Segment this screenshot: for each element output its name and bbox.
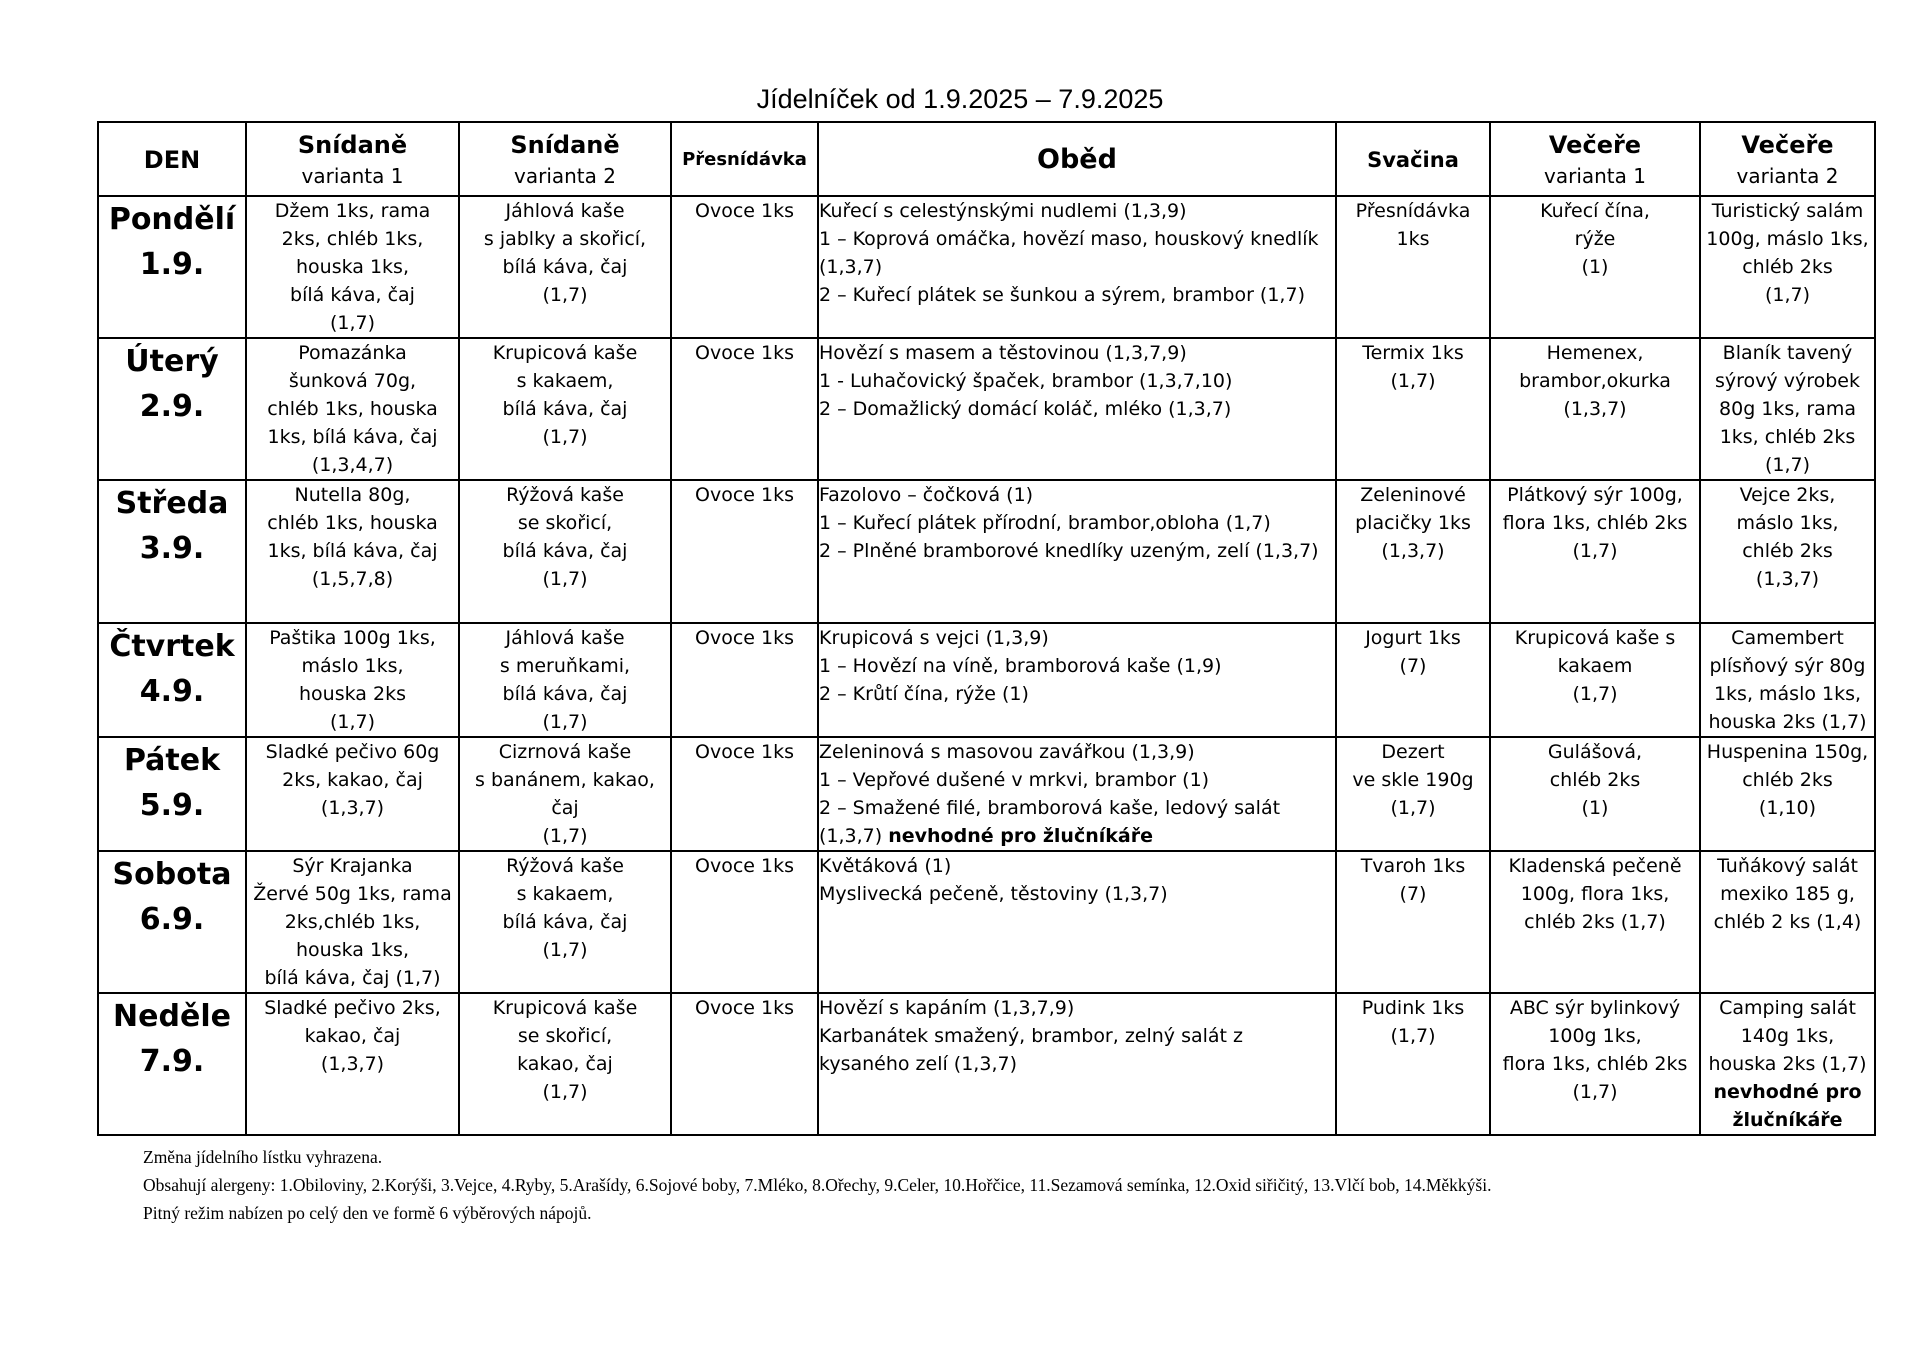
obed-line: [819, 624, 1335, 652]
day-date: 7.9.: [139, 1044, 205, 1079]
vecere-2-cell: [1700, 737, 1875, 851]
day-cell: [98, 338, 246, 480]
header-vecere-2: Večeře varianta 2: [1700, 122, 1875, 196]
vecere-2-text: Camembert plísňový sýr 80g 1ks, máslo 1ks, houska 2ks (1,7): [1708, 627, 1867, 733]
vecere-1-cell: Kuřecí čína, rýže (1): [1490, 196, 1700, 338]
obed-line-text: 2 – Domažlický domácí koláč, mléko (1,3,7): [819, 398, 1232, 420]
vecere-2-cell: [1700, 993, 1875, 1135]
day-date: 3.9.: [139, 531, 205, 566]
obed-line: [819, 367, 1335, 395]
obed-line-text: 2 – Kuřecí plátek se šunkou a sýrem, brambor (1,7): [819, 284, 1305, 306]
obed-line: [819, 766, 1335, 794]
vecere-2-warning: nevhodné pro žlučníkáře: [1713, 1081, 1862, 1131]
day-cell: [98, 480, 246, 623]
menu-table: [97, 121, 1876, 1136]
obed-cell: [818, 480, 1336, 623]
obed-line-text: 1 – Hovězí na víně, bramborová kaše (1,9): [819, 655, 1222, 677]
snidane-1-cell: Pomazánka šunková 70g, chléb 1ks, houska 1ks, bílá káva, čaj (1,3,4,7): [246, 338, 459, 480]
svacina-cell: Termix 1ks (1,7): [1336, 338, 1490, 480]
day-cell: [98, 623, 246, 737]
obed-line-text: 2 – Smažené filé, bramborová kaše, ledový salát (1,3,7): [819, 797, 1281, 847]
svacina-cell: Přesnídávka 1ks: [1336, 196, 1490, 338]
snidane-2-cell: Jáhlová kaše s meruňkami, bílá káva, čaj (1,7): [459, 623, 671, 737]
snidane-1-cell: Džem 1ks, rama 2ks, chléb 1ks, houska 1ks, bílá káva, čaj (1,7): [246, 196, 459, 338]
day-row: [98, 338, 1875, 480]
obed-line-text: Myslivecká pečeně, těstoviny (1,3,7): [819, 883, 1168, 905]
header-obed: Oběd: [818, 122, 1336, 196]
snidane-2-cell: Rýžová kaše se skořicí, bílá káva, čaj (1,7): [459, 480, 671, 623]
obed-warning: nevhodné pro žlučníkáře: [888, 825, 1153, 847]
presnidavka-cell: Ovoce 1ks: [671, 993, 818, 1135]
obed-line: [819, 852, 1335, 880]
day-row: [98, 196, 1875, 338]
page-title: Jídelníček od 1.9.2025 – 7.9.2025: [756, 84, 1164, 114]
vecere-2-cell: [1700, 196, 1875, 338]
snidane-1-cell: Sladké pečivo 2ks, kakao, čaj (1,3,7): [246, 993, 459, 1135]
svacina-cell: Zeleninové placičky 1ks (1,3,7): [1336, 480, 1490, 623]
obed-line: [819, 738, 1335, 766]
vecere-2-text: Turistický salám 100g, máslo 1ks, chléb 2ks (1,7): [1706, 200, 1869, 306]
snidane-2-cell: Rýžová kaše s kakaem, bílá káva, čaj (1,7): [459, 851, 671, 993]
snidane-2-cell: Jáhlová kaše s jablky a skořicí, bílá káva, čaj (1,7): [459, 196, 671, 338]
day-row: [98, 993, 1875, 1135]
presnidavka-cell: Ovoce 1ks: [671, 623, 818, 737]
obed-line: [819, 1022, 1335, 1078]
obed-line: [819, 395, 1335, 423]
header-presnidavka: Přesnídávka: [671, 122, 818, 196]
snidane-1-cell: Sladké pečivo 60g 2ks, kakao, čaj (1,3,7): [246, 737, 459, 851]
svacina-cell: Pudink 1ks (1,7): [1336, 993, 1490, 1135]
vecere-2-cell: [1700, 338, 1875, 480]
presnidavka-cell: Ovoce 1ks: [671, 737, 818, 851]
day-cell: [98, 993, 246, 1135]
obed-line-text: Hovězí s masem a těstovinou (1,3,7,9): [819, 342, 1187, 364]
header-den: DEN: [98, 122, 246, 196]
obed-line-text: Fazolovo – čočková (1): [819, 484, 1034, 506]
obed-line-text: 2 – Plněné bramborové knedlíky uzeným, zelí (1,3,7): [819, 540, 1319, 562]
svacina-cell: Dezert ve skle 190g (1,7): [1336, 737, 1490, 851]
snidane-1-cell: Nutella 80g, chléb 1ks, houska 1ks, bílá káva, čaj (1,5,7,8): [246, 480, 459, 623]
vecere-2-cell: [1700, 851, 1875, 993]
snidane-2-cell: Cizrnová kaše s banánem, kakao, čaj (1,7): [459, 737, 671, 851]
day-name: Úterý: [125, 344, 219, 379]
vecere-1-cell: Kladenská pečeně 100g, flora 1ks, chléb 2ks (1,7): [1490, 851, 1700, 993]
obed-cell: [818, 851, 1336, 993]
presnidavka-cell: Ovoce 1ks: [671, 480, 818, 623]
day-cell: [98, 196, 246, 338]
day-row: [98, 737, 1875, 851]
day-date: 5.9.: [139, 788, 205, 823]
obed-cell: [818, 196, 1336, 338]
day-name: Středa: [115, 486, 229, 521]
day-cell: [98, 737, 246, 851]
header-svacina: Svačina: [1336, 122, 1490, 196]
presnidavka-cell: Ovoce 1ks: [671, 196, 818, 338]
obed-line: [819, 994, 1335, 1022]
obed-line-text: 1 - Luhačovický špaček, brambor (1,3,7,10): [819, 370, 1233, 392]
vecere-1-cell: ABC sýr bylinkový 100g 1ks, flora 1ks, chléb 2ks (1,7): [1490, 993, 1700, 1135]
obed-line: [819, 509, 1335, 537]
obed-line-text: 2 – Krůtí čína, rýže (1): [819, 683, 1029, 705]
obed-line-text: Hovězí s kapáním (1,3,7,9): [819, 997, 1075, 1019]
obed-line-text: Krupicová s vejci (1,3,9): [819, 627, 1049, 649]
vecere-1-cell: Krupicová kaše s kakaem (1,7): [1490, 623, 1700, 737]
header-snidane-2: Snídaně varianta 2: [459, 122, 671, 196]
obed-line: [819, 281, 1335, 309]
day-row: [98, 851, 1875, 993]
obed-line-text: 1 – Koprová omáčka, hovězí maso, houskový knedlík (1,3,7): [819, 228, 1319, 278]
vecere-2-text: Vejce 2ks, máslo 1ks, chléb 2ks (1,3,7): [1736, 484, 1839, 590]
obed-line-text: Květáková (1): [819, 855, 952, 877]
obed-cell: [818, 737, 1336, 851]
obed-line: [819, 652, 1335, 680]
snidane-1-cell: Sýr Krajanka Žervé 50g 1ks, rama 2ks,chléb 1ks, houska 1ks, bílá káva, čaj (1,7): [246, 851, 459, 993]
vecere-2-text: Blaník tavený sýrový výrobek 80g 1ks, rama 1ks, chléb 2ks (1,7): [1715, 342, 1860, 476]
obed-line: [819, 197, 1335, 225]
obed-line-text: 1 – Vepřové dušené v mrkvi, brambor (1): [819, 769, 1210, 791]
footer-notes: [143, 1143, 1883, 1227]
vecere-1-cell: Gulášová, chléb 2ks (1): [1490, 737, 1700, 851]
vecere-1-cell: Plátkový sýr 100g, flora 1ks, chléb 2ks (1,7): [1490, 480, 1700, 623]
day-name: Čtvrtek: [109, 629, 235, 664]
presnidavka-cell: Ovoce 1ks: [671, 338, 818, 480]
obed-cell: [818, 338, 1336, 480]
note-change: Změna jídelního lístku vyhrazena.: [143, 1147, 383, 1167]
obed-cell: [818, 993, 1336, 1135]
day-name: Neděle: [113, 999, 231, 1034]
vecere-2-text: Tuňákový salát mexiko 185 g, chléb 2 ks (1,4): [1713, 855, 1862, 933]
obed-line: [819, 794, 1335, 850]
header-row: [98, 122, 1875, 196]
svacina-cell: Tvaroh 1ks (7): [1336, 851, 1490, 993]
note-allergens: Obsahují alergeny: 1.Obiloviny, 2.Korýši, 3.Vejce, 4.Ryby, 5.Arašídy, 6.Sojové boby, 7.Mléko, 8.Ořechy, 9.Celer, 10.Hořčice, 11.Sezamová semínka, 12.Oxid siřičitý, 13.Vlčí bob, 14.Měkkýši.: [143, 1175, 1492, 1195]
obed-line: [819, 225, 1335, 281]
vecere-2-cell: [1700, 480, 1875, 623]
note-drinks: Pitný režim nabízen po celý den ve formě 6 výběrových nápojů.: [143, 1203, 592, 1223]
header-snidane-1: Snídaně varianta 1: [246, 122, 459, 196]
svacina-cell: Jogurt 1ks (7): [1336, 623, 1490, 737]
snidane-1-cell: Paštika 100g 1ks, máslo 1ks, houska 2ks (1,7): [246, 623, 459, 737]
day-name: Pondělí: [108, 202, 236, 237]
snidane-2-cell: Krupicová kaše s kakaem, bílá káva, čaj (1,7): [459, 338, 671, 480]
day-row: [98, 623, 1875, 737]
obed-line-text: Zeleninová s masovou zavářkou (1,3,9): [819, 741, 1195, 763]
obed-line: [819, 537, 1335, 565]
obed-line-text: Kuřecí s celestýnskými nudlemi (1,3,9): [819, 200, 1187, 222]
day-row: [98, 480, 1875, 623]
vecere-2-cell: [1700, 623, 1875, 737]
day-date: 2.9.: [139, 389, 205, 424]
day-cell: [98, 851, 246, 993]
obed-cell: [818, 623, 1336, 737]
vecere-2-text: Huspenina 150g, chléb 2ks (1,10): [1706, 741, 1869, 819]
day-name: Pátek: [123, 743, 221, 778]
obed-line: [819, 339, 1335, 367]
header-vecere-1: Večeře varianta 1: [1490, 122, 1700, 196]
obed-line-text: 1 – Kuřecí plátek přírodní, brambor,obloha (1,7): [819, 512, 1271, 534]
presnidavka-cell: Ovoce 1ks: [671, 851, 818, 993]
vecere-1-cell: Hemenex, brambor,okurka (1,3,7): [1490, 338, 1700, 480]
obed-line: [819, 680, 1335, 708]
snidane-2-cell: Krupicová kaše se skořicí, kakao, čaj (1,7): [459, 993, 671, 1135]
day-name: Sobota: [112, 857, 232, 892]
vecere-2-text: Camping salát 140g 1ks, houska 2ks (1,7): [1708, 997, 1867, 1075]
obed-line-text: Karbanátek smažený, brambor, zelný salát z kysaného zelí (1,3,7): [819, 1025, 1244, 1075]
obed-line: [819, 481, 1335, 509]
day-date: 4.9.: [139, 674, 205, 709]
day-date: 1.9.: [139, 247, 205, 282]
obed-line: [819, 880, 1335, 908]
day-date: 6.9.: [139, 902, 205, 937]
